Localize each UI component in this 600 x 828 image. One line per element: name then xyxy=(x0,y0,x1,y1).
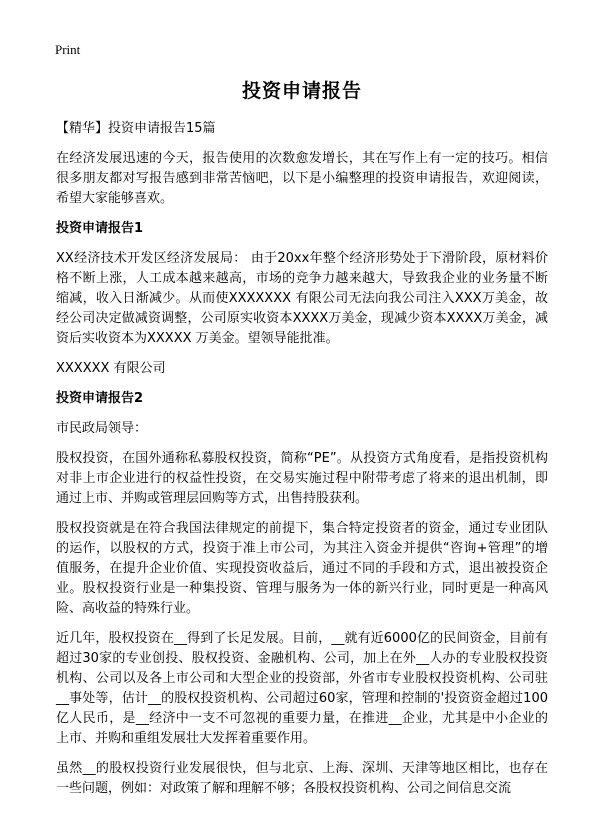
print-link[interactable]: Print xyxy=(55,42,81,57)
paragraph: 股权投资，在国外通称私募股权投资，简称“PE”。从投资方式角度看，是指投资机构对非上市企业进行的权益性投资，在交易实施过程中附带考虑了将来的退出机制，即通过上市、并购或管理层回购等方式，出售持股获利。 xyxy=(56,451,548,506)
paragraph: 近几年，股权投资在__得到了长足发展。目前，__就有近6000亿的民间资金，目前有超过30家的专业创投、股权投资、金融机构、公司，加上在外__人办的专业股权投资机构、公司以及各上市公司和大型企业的投资部，外省市专业股权投资机构、公司驻__事处等，估计__的股权投资机构、公司超过60家，管理和控制的'投资资金超过100亿人民币，是__经济中一支不可忽视的重要力量，在推进__企业，尤其是中小企业的上市、并购和重组发展壮大发挥着重要作用。 xyxy=(56,631,548,746)
section-heading-2: 投资申请报告2 xyxy=(56,391,144,406)
paragraph: 市民政局领导： xyxy=(56,421,148,436)
section-heading-1: 投资申请报告1 xyxy=(56,221,144,236)
paragraph: 股权投资就是在符合我国法律规定的前提下，集合特定投资者的资金，通过专业团队的运作，以股权的方式，投资于准上市公司，为其注入资金并提供“咨询+管理”的增值服务，在提升企业价值、实现投资收益后，通过不同的手段和方式，退出被投资企业。股权投资行业是一种集投资、管理与服务为一体的新兴行业，同时更是一种高风险、高收益的特殊行业。 xyxy=(56,521,548,616)
document-body xyxy=(56,76,548,809)
paragraph: 虽然__的股权投资行业发展很快，但与北京、上海、深圳、天津等地区相比，也存在一些问题，例如：对政策了解和理解不够；各股权投资机构、公司之间信息交流 xyxy=(56,761,548,796)
page-title: 投资申请报告 xyxy=(241,80,362,102)
paragraph: XXXXXX 有限公司 xyxy=(56,361,166,376)
document-subtitle: 【精华】投资申请报告15篇 xyxy=(56,121,216,136)
intro-paragraph: 在经济发展迅速的今天，报告使用的次数愈发增长，其在写作上有一定的技巧。相信很多朋友都对写报告感到非常苦恼吧，以下是小编整理的投资申请报告，欢迎阅读，希望大家能够喜欢。 xyxy=(56,151,548,206)
paragraph: XX经济技术开发区经济发展局： 由于20xx年整个经济形势处于下滑阶段，原材料价格不断上涨，人工成本越来越高，市场的竞争力越来越大，导致我企业的业务量不断缩减，收入日渐减少。从而使XXXXXXX 有限公司无法向我公司注入XXX万美金，故经公司决定做减资调整，公司原实收资本XXXX万美金，现减少资本XXXX万美金，减资后实收资本为XXXXX 万美金。望领导能批准。 xyxy=(56,251,548,346)
